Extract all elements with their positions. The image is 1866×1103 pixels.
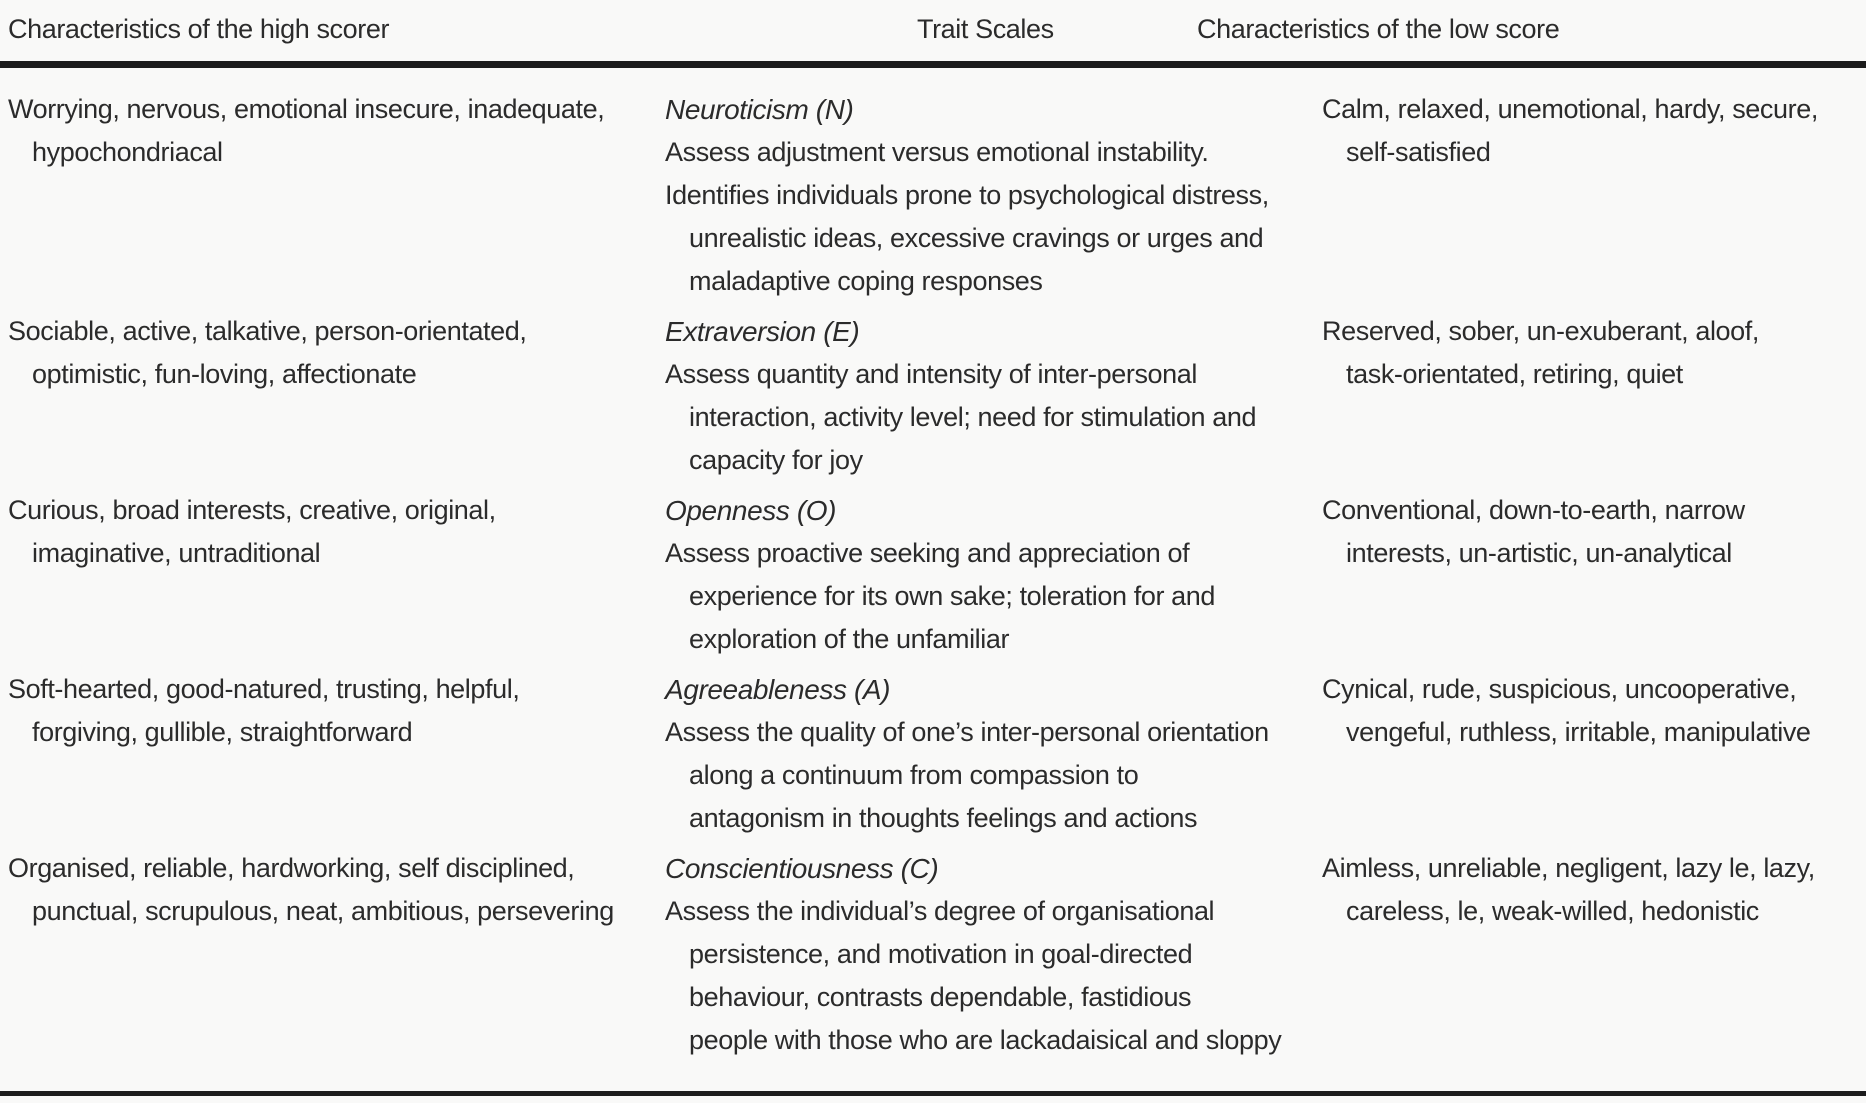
low-score-line: careless, le, weak-willed, hedonistic (1346, 896, 1759, 926)
low-score-line: vengeful, ruthless, irritable, manipulative (1346, 717, 1811, 747)
trait-description-line: persistence, and motivation in goal-directed (689, 939, 1193, 969)
low-score-cell (1322, 489, 1866, 661)
trait-description-line: antagonism in thoughts feelings and actions (689, 803, 1198, 833)
low-score-cell (1322, 88, 1866, 303)
low-score-line: Aimless, unreliable, negligent, lazy le, lazy, (1322, 853, 1815, 883)
high-scorer-line: optimistic, fun-loving, affectionate (32, 359, 417, 389)
trait-description-line: capacity for joy (689, 445, 863, 475)
trait-description-line: along a continuum from compassion to (689, 760, 1139, 790)
high-scorer-line: Worrying, nervous, emotional insecure, inadequate, (8, 94, 605, 124)
table-row-conscientiousness (0, 847, 1866, 1062)
high-scorer-cell (0, 847, 665, 1062)
trait-description-line: experience for its own sake; toleration for and (689, 581, 1215, 611)
trait-description-line: maladaptive coping responses (689, 266, 1043, 296)
table-bottom-rule (0, 1091, 1866, 1096)
high-scorer-line: imaginative, untraditional (32, 538, 321, 568)
trait-scale-cell (665, 88, 1322, 303)
low-score-line: task-orientated, retiring, quiet (1346, 359, 1683, 389)
trait-name: Conscientiousness (C) (665, 853, 939, 884)
trait-description-line: unrealistic ideas, excessive cravings or urges and (689, 223, 1264, 253)
table-row-extraversion (0, 310, 1866, 482)
trait-description-line: Identifies individuals prone to psychological distress, (665, 180, 1269, 210)
low-score-cell (1322, 310, 1866, 482)
high-scorer-line: Curious, broad interests, creative, original, (8, 495, 496, 525)
low-score-cell (1322, 668, 1866, 840)
table-header-row (0, 0, 1866, 68)
high-scorer-line: Organised, reliable, hardworking, self disciplined, (8, 853, 575, 883)
trait-name: Agreeableness (A) (665, 674, 891, 705)
low-score-line: Reserved, sober, un-exuberant, aloof, (1322, 316, 1759, 346)
trait-scale-cell (665, 310, 1322, 482)
trait-description-line: Assess quantity and intensity of inter-personal (665, 359, 1197, 389)
column-header-trait-scales: Trait Scales (917, 14, 1054, 44)
table-row-neuroticism (0, 88, 1866, 303)
trait-name: Neuroticism (N) (665, 94, 854, 125)
trait-description-line: Assess the individual’s degree of organisational (665, 896, 1215, 926)
high-scorer-line: hypochondriacal (32, 137, 223, 167)
trait-description-line: Assess proactive seeking and appreciation of (665, 538, 1190, 568)
low-score-line: Calm, relaxed, unemotional, hardy, secure, (1322, 94, 1818, 124)
high-scorer-line: forgiving, gullible, straightforward (32, 717, 413, 747)
trait-scale-cell (665, 847, 1322, 1062)
low-score-line: Cynical, rude, suspicious, uncooperative, (1322, 674, 1797, 704)
trait-description-line: Assess adjustment versus emotional instability. (665, 137, 1209, 167)
trait-description-line: exploration of the unfamiliar (689, 624, 1010, 654)
high-scorer-cell (0, 668, 665, 840)
table-row-agreeableness (0, 668, 1866, 840)
low-score-line: Conventional, down-to-earth, narrow (1322, 495, 1745, 525)
high-scorer-cell (0, 310, 665, 482)
high-scorer-line: Soft-hearted, good-natured, trusting, helpful, (8, 674, 520, 704)
high-scorer-line: punctual, scrupulous, neat, ambitious, persevering (32, 896, 614, 926)
high-scorer-cell (0, 489, 665, 661)
trait-name: Openness (O) (665, 495, 837, 526)
column-header-low-score: Characteristics of the low score (1197, 14, 1560, 44)
low-score-line: self-satisfied (1346, 137, 1491, 167)
low-score-line: interests, un-artistic, un-analytical (1346, 538, 1732, 568)
trait-scale-cell (665, 489, 1322, 661)
trait-description-line: behaviour, contrasts dependable, fastidious (689, 982, 1192, 1012)
low-score-cell (1322, 847, 1866, 1062)
trait-name: Extraversion (E) (665, 316, 860, 347)
trait-description-line: people with those who are lackadaisical and sloppy (689, 1025, 1282, 1055)
high-scorer-cell (0, 88, 665, 303)
table-body (0, 68, 1866, 1062)
high-scorer-line: Sociable, active, talkative, person-orientated, (8, 316, 527, 346)
trait-description-line: interaction, activity level; need for stimulation and (689, 402, 1257, 432)
table-row-openness (0, 489, 1866, 661)
trait-description-line: Assess the quality of one’s inter-personal orientation (665, 717, 1269, 747)
column-header-high-scorer: Characteristics of the high scorer (8, 14, 390, 44)
trait-scale-cell (665, 668, 1322, 840)
